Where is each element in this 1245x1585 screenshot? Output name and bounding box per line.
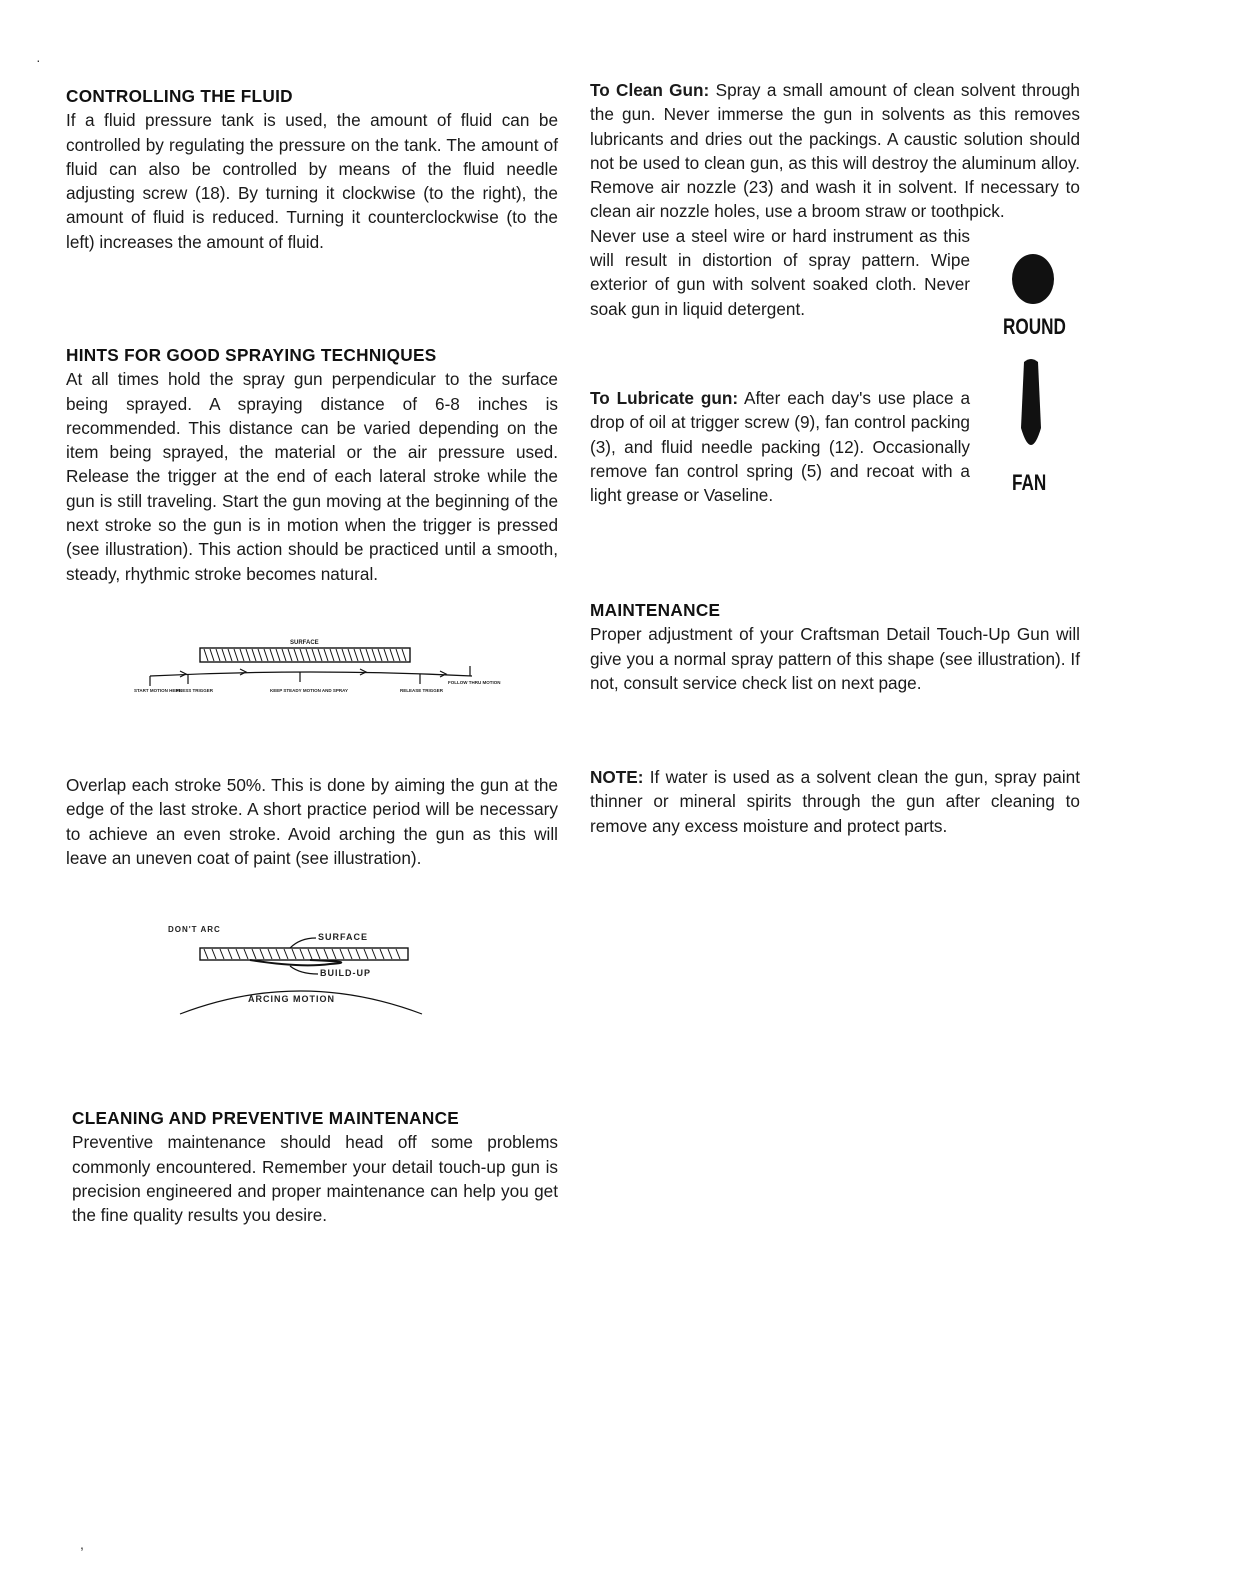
lubricate-lead: To Lubricate gun: xyxy=(590,388,739,408)
paragraph-controlling-fluid: If a fluid pressure tank is used, the amount of fluid can be controlled by regulating the pressure on the tank. The amount of fluid can also be controlled by means of the fluid needle adjusting screw (18). By turning it clockwise (to the right), the amount of fluid is reduced. Turning it counterclockwise (to the left) increases the amount of fluid. xyxy=(66,110,558,252)
stroke-label-steady: KEEP STEADY MOTION AND SPRAY xyxy=(270,688,349,693)
paragraph-spraying-hints: At all times hold the spray gun perpendicular to the surface being sprayed. A spraying distance of 6-8 inches is recommended. This distance can be varied depending on the item being sprayed, the material or the air pressure used. Release the trigger at the end of each lateral stroke while the gun is still traveling. Start the gun moving at the beginning of the next stroke so the gun is in motion when the trigger is pressed (see illustration). This action should be practiced until a smooth, steady, rhythmic stroke becomes natural. xyxy=(66,369,558,584)
heading-cleaning: CLEANING AND PREVENTIVE MAINTENANCE xyxy=(72,1108,460,1128)
paragraph-clean-gun-continued: Never use a steel wire or hard instrument as this will result in distortion of spray pattern. Wipe exterior of gun with solvent soaked cloth. Never soak gun in liquid detergent. xyxy=(590,225,970,319)
stroke-illustration xyxy=(130,632,501,712)
stroke-label-start: START MOTION HERE xyxy=(134,688,182,693)
lubricate-body: After each day's use place a drop of oil at trigger screw (9), fan control packing (3), and fluid needle packing (12). Occasionally remove fan control spring (5) and recoat with a light grease or Vaseline. xyxy=(590,388,971,506)
clean-gun-body: Spray a small amount of clean solvent through the gun. Never immerse the gun in solvents as this removes lubricants and dries out the packings. A caustic solution should not be used to clean gun, as this will destroy the aluminum alloy. Remove air nozzle (23) and wash it in solvent. If necessary to clean air nozzle holes, use a broom straw or toothpick. xyxy=(590,80,1080,222)
section-lubricate xyxy=(590,386,1080,507)
paragraph-note xyxy=(590,765,1080,838)
scan-mark-top: · xyxy=(36,52,41,68)
stroke-label-follow: FOLLOW THRU MOTION xyxy=(448,680,501,685)
arc-surface-hatch xyxy=(200,948,408,960)
paragraph-lubricate xyxy=(590,386,970,507)
note-body: If water is used as a solvent clean the gun, spray paint thinner or mineral spirits through the gun after cleaning to remove any excess moisture and protect parts. xyxy=(590,767,1080,836)
build-up-pointer xyxy=(290,966,318,974)
heading-maintenance: MAINTENANCE xyxy=(590,600,721,620)
round-pattern-label: ROUND xyxy=(1003,314,1066,339)
section-maintenance xyxy=(590,598,1080,695)
paragraph-maintenance: Proper adjustment of your Craftsman Detail Touch-Up Gun will give you a normal spray pattern of this shape (see illustration). If not, consult service check list on next page. xyxy=(590,624,1080,693)
section-controlling-fluid xyxy=(66,84,558,254)
fan-pattern-shape xyxy=(1014,358,1048,458)
stroke-surface-label: SURFACE xyxy=(290,640,319,646)
section-note xyxy=(590,765,1080,838)
stroke-label-release: RELEASE TRIGGER xyxy=(400,688,444,693)
arc-surface-label: SURFACE xyxy=(318,932,369,942)
clean-gun-lead: To Clean Gun: xyxy=(590,80,710,100)
arc-surface-pointer xyxy=(290,938,316,948)
paragraph-clean-gun xyxy=(590,78,1080,224)
dont-arc-label: DON'T ARC xyxy=(168,925,221,934)
build-up-label: BUILD-UP xyxy=(320,968,371,978)
fan-pattern-label: FAN xyxy=(1012,470,1047,495)
round-pattern-shape xyxy=(1010,252,1056,306)
stroke-motion-line xyxy=(150,666,472,686)
right-column xyxy=(590,78,1080,878)
arc-illustration xyxy=(160,918,440,1018)
section-cleaning xyxy=(72,1106,558,1227)
section-spraying-hints xyxy=(66,343,558,586)
build-up-mark xyxy=(250,960,341,965)
heading-controlling-fluid: CONTROLLING THE FLUID xyxy=(66,86,293,106)
surface-hatch xyxy=(200,648,410,662)
arcing-motion-label: ARCING MOTION xyxy=(248,994,335,1004)
paragraph-overlap: Overlap each stroke 50%. This is done by aiming the gun at the edge of the last stroke. A short practice period will be necessary to achieve an even stroke. Avoid arching the gun as this will leave an uneven coat of paint (see illustration). xyxy=(66,775,558,868)
scan-mark-bottom: , xyxy=(80,1536,84,1552)
paragraph-cleaning: Preventive maintenance should head off some problems commonly encountered. Remember your detail touch-up gun is precision engineered and proper maintenance can help you get the fine quality results you desire. xyxy=(72,1132,558,1226)
note-lead: NOTE: xyxy=(590,767,644,787)
heading-spraying-hints: HINTS FOR GOOD SPRAYING TECHNIQUES xyxy=(66,345,437,365)
stroke-label-press: PRESS TRIGGER xyxy=(176,688,214,693)
section-overlap xyxy=(66,773,558,870)
section-clean-gun xyxy=(590,78,1080,321)
